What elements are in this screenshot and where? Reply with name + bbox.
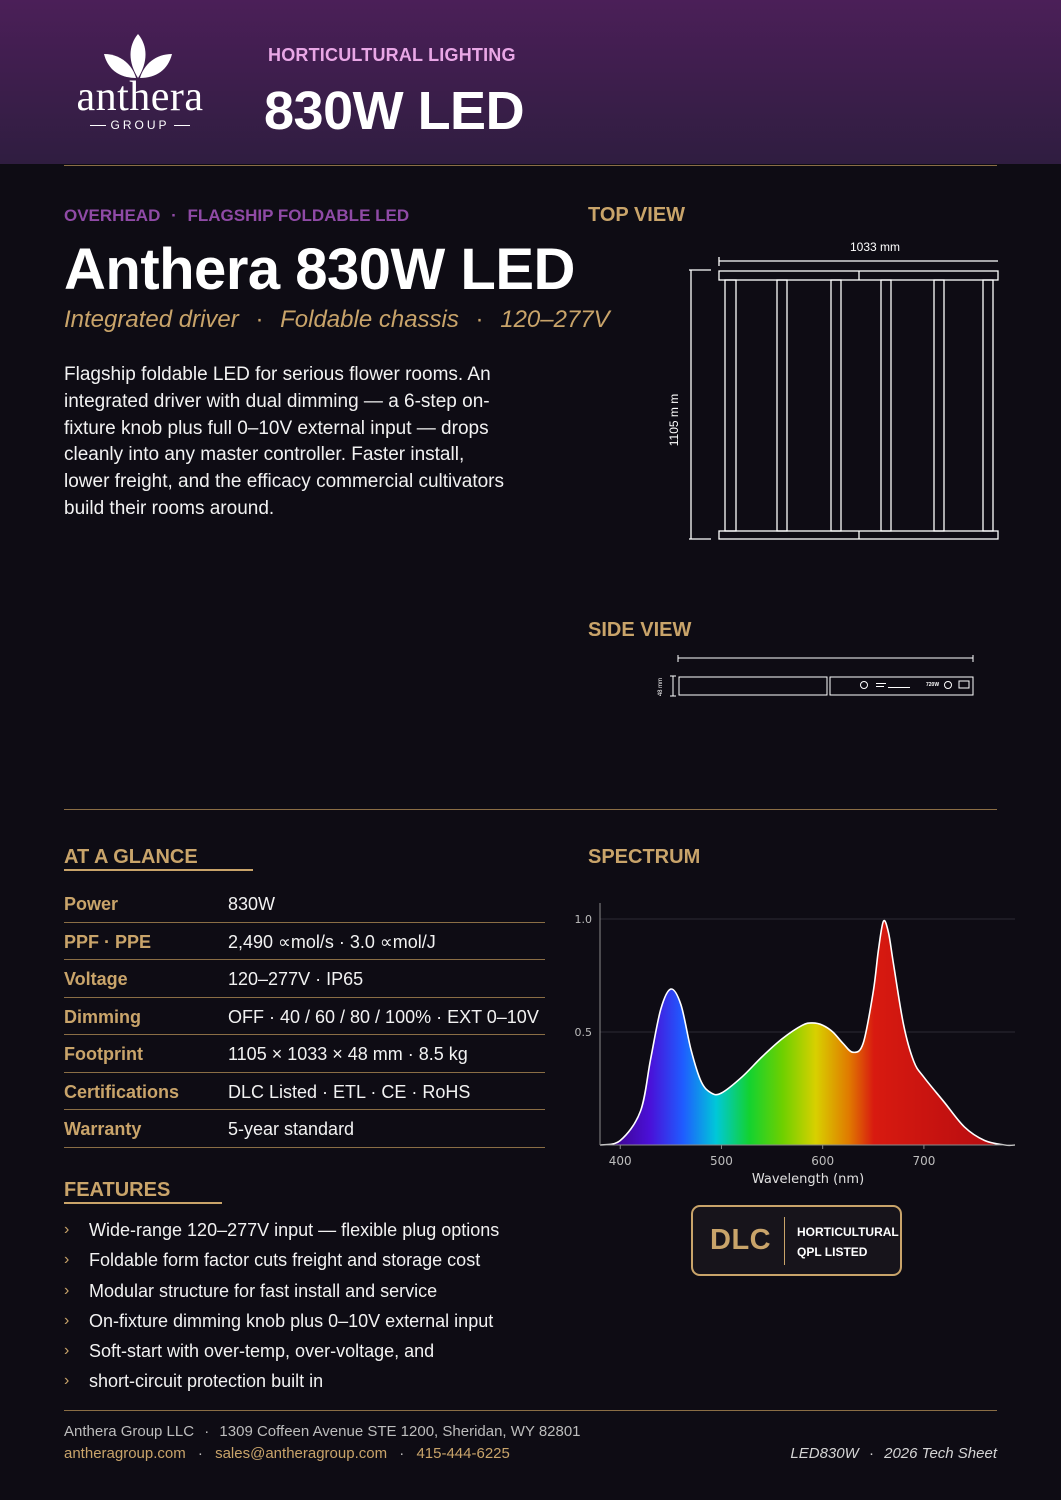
spec-row: [64, 1073, 545, 1111]
footer-website-link[interactable]: antheragroup.com: [64, 1445, 186, 1462]
divider: [64, 809, 997, 810]
dlc-badge-divider: [784, 1217, 785, 1265]
spec-row: [64, 923, 545, 961]
footer-address: 1309 Coffeen Avenue STE 1200, Sheridan, WY 82801: [219, 1423, 581, 1440]
company-logo: [60, 32, 230, 132]
logo-subtitle: GROUP: [60, 118, 220, 132]
feature-item: [64, 1220, 499, 1250]
subline-voltage: 120–277V: [500, 306, 610, 333]
spec-value: OFF · 40 / 60 / 80 / 100% · EXT 0–10V: [228, 1006, 539, 1027]
spectrum-chart: [560, 895, 1025, 1195]
footer-phone[interactable]: 415-444-6225: [416, 1445, 510, 1462]
features-heading: FEATURES: [64, 1179, 171, 1201]
chevron-right-icon: ›: [64, 1281, 70, 1299]
eyebrow-subcategory: FLAGSHIP FOLDABLE LED: [187, 206, 410, 225]
spec-value: 1105 × 1033 × 48 mm · 8.5 kg: [228, 1044, 468, 1064]
footer-sheet-id: LED830W · 2026 Tech Sheet: [790, 1445, 997, 1462]
divider: [64, 165, 997, 166]
chevron-right-icon: ›: [64, 1221, 70, 1238]
spec-value: 830W: [228, 894, 276, 914]
spec-row: [64, 998, 545, 1036]
feature-item: [64, 1281, 499, 1311]
top-view-height-label: 1105 m m: [667, 393, 681, 447]
spec-label: Power: [64, 894, 119, 914]
feature-text: Wide-range 120–277V input — flexible plug options: [89, 1220, 500, 1240]
spectrum-heading: SPECTRUM: [588, 846, 701, 868]
x-tick-label: 600: [811, 1154, 835, 1168]
dlc-badge-line1: HORTICULTURAL: [797, 1225, 899, 1239]
spectrum-x-axis-label: Wavelength (nm): [751, 1172, 865, 1187]
spec-label: Voltage: [64, 969, 128, 989]
top-view-drawing: [655, 235, 1005, 550]
glance-heading-underline: [64, 869, 253, 871]
product-subline: Integrated driver · Foldable chassis · 120–277V: [64, 306, 610, 333]
chevron-right-icon: ›: [64, 1311, 70, 1329]
dlc-badge-line2: QPL LISTED: [797, 1245, 868, 1259]
feature-text: Soft-start with over-temp, over-voltage, and: [89, 1341, 435, 1362]
divider: [64, 1410, 997, 1411]
spec-row: [64, 885, 545, 923]
side-view-drawing: [650, 650, 980, 705]
spec-value: 120–277V · IP65: [228, 969, 364, 989]
feature-item: [64, 1311, 499, 1341]
footer-sheet: 2026 Tech Sheet: [884, 1445, 997, 1462]
spec-value: DLC Listed · ETL · CE · RoHS: [228, 1081, 471, 1102]
feature-item: [64, 1341, 499, 1371]
spec-label: Footprint: [64, 1044, 143, 1064]
spec-row: [64, 1110, 545, 1148]
logo-wordmark: anthera: [76, 74, 204, 120]
top-view-heading: TOP VIEW: [588, 204, 686, 226]
product-description: Flagship foldable LED for serious flower rooms. An integrated driver with dual dimming — a 6-step on-fixture knob plus full 0–10V external input — drops cleanly into any master controller. Faster install, lower freight, and the efficacy commercial cultivators build their rooms around.: [64, 364, 504, 519]
top-view-width-label: 1033 mm: [849, 240, 901, 254]
spec-row: [64, 960, 545, 998]
features-list: [64, 1220, 499, 1402]
footer-model: LED830W: [790, 1445, 859, 1462]
subline-driver: Integrated driver: [64, 306, 239, 333]
footer-company: Anthera Group LLC: [64, 1423, 195, 1440]
dlc-badge: [691, 1205, 902, 1276]
feature-item: [64, 1250, 499, 1280]
y-tick-label: 1.0: [574, 913, 592, 926]
side-view-heading: SIDE VIEW: [588, 619, 692, 641]
feature-item: [64, 1371, 499, 1401]
x-tick-label: 700: [912, 1154, 936, 1168]
header-banner: [0, 0, 1061, 164]
y-tick-label: 0.5: [574, 1026, 592, 1039]
spec-label: Warranty: [64, 1119, 142, 1139]
features-heading-underline: [64, 1202, 222, 1204]
feature-text: short-circuit protection built in: [89, 1371, 324, 1392]
footer-email-link[interactable]: sales@antheragroup.com: [215, 1445, 388, 1462]
chevron-right-icon: ›: [64, 1251, 70, 1269]
footer-contact-line: antheragroup.com · sales@antheragroup.com · 415-444-6225: [64, 1445, 510, 1462]
x-tick-label: 400: [608, 1154, 632, 1168]
x-tick-label: 500: [710, 1154, 733, 1168]
side-view-badge-label: 720W: [926, 682, 940, 688]
spectrum-area: [600, 921, 1015, 1146]
chevron-right-icon: ›: [64, 1372, 70, 1390]
side-view-height-label: 48 mm: [658, 677, 664, 697]
feature-text: Modular structure for fast install and service: [89, 1280, 438, 1301]
eyebrow-category: OVERHEAD: [64, 206, 161, 225]
product-eyebrow: OVERHEAD · FLAGSHIP FOLDABLE LED: [64, 206, 410, 225]
spec-label: Certifications: [64, 1081, 180, 1102]
dlc-badge-logo: DLC: [710, 1224, 772, 1256]
spec-table: [64, 885, 545, 1148]
footer-address-line: Anthera Group LLC · 1309 Coffeen Avenue STE 1200, Sheridan, WY 82801: [64, 1423, 581, 1440]
spec-value: 2,490 ∝mol/s · 3.0 ∝mol/J: [228, 931, 436, 952]
spec-label: Dimming: [64, 1006, 142, 1027]
header-kicker: HORTICULTURAL LIGHTING: [268, 45, 516, 65]
chevron-right-icon: ›: [64, 1342, 70, 1360]
spec-label: PPF · PPE: [64, 931, 152, 952]
feature-text: Foldable form factor cuts freight and storage cost: [89, 1250, 481, 1271]
feature-text: On-fixture dimming knob plus 0–10V external input: [89, 1310, 494, 1331]
spec-value: 5-year standard: [228, 1119, 355, 1139]
header-title: 830W LED: [264, 81, 525, 141]
spec-row: [64, 1035, 545, 1073]
glance-heading: AT A GLANCE: [64, 846, 198, 868]
subline-chassis: Foldable chassis: [280, 306, 459, 333]
product-title: Anthera 830W LED: [64, 237, 575, 302]
